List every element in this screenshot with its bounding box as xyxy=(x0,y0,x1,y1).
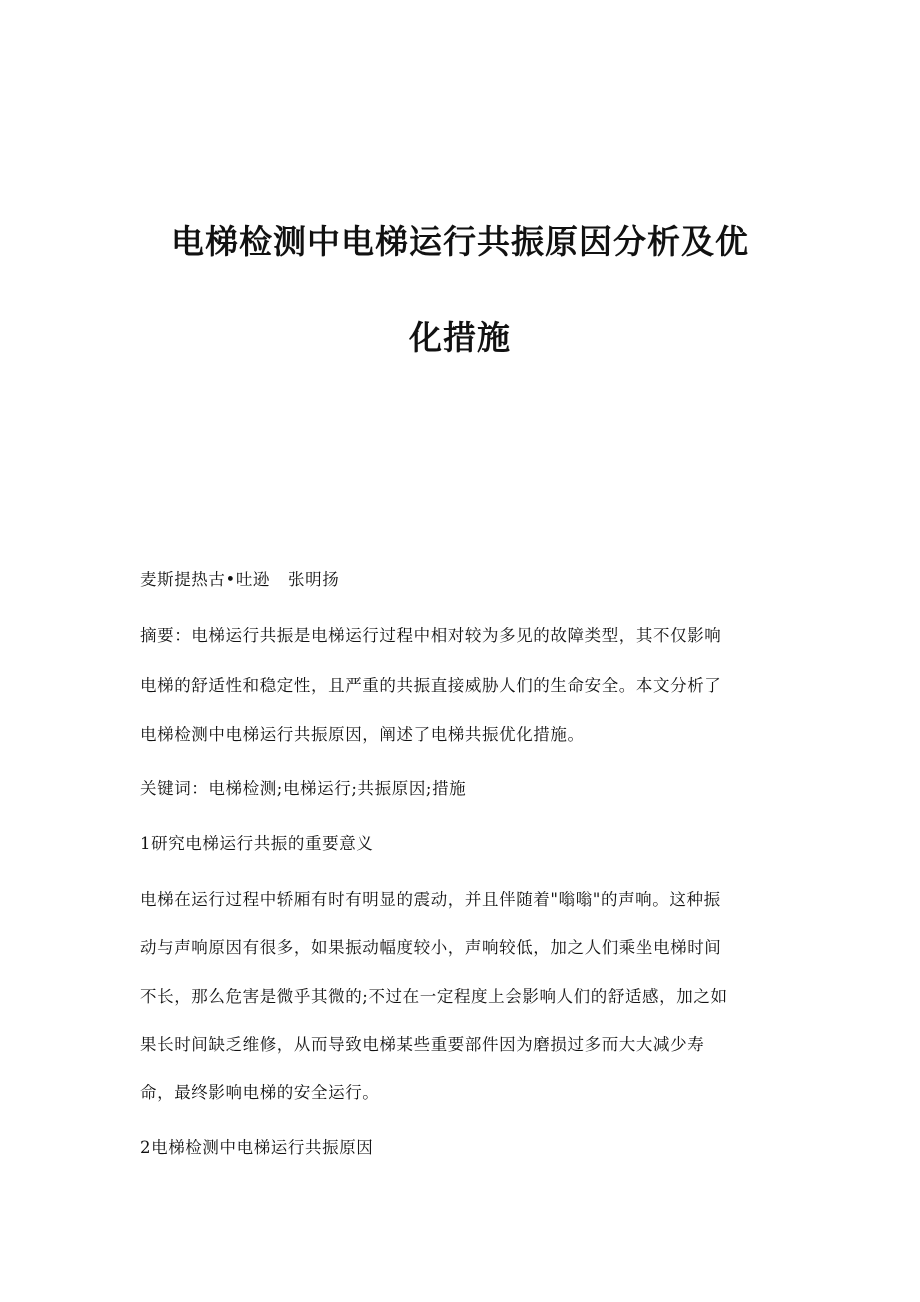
author-1: 麦斯提热古•吐逊 xyxy=(140,570,271,589)
abstract-line-3: 电梯检测中电梯运行共振原因，阐述了电梯共振优化措施。 xyxy=(140,725,585,744)
section-1-paragraph-line: 命，最终影响电梯的安全运行。 xyxy=(140,1083,380,1102)
section-2-heading: 2电梯检测中电梯运行共振原因 xyxy=(140,1138,374,1157)
abstract-line-1: 摘要：电梯运行共振是电梯运行过程中相对较为多见的故障类型，其不仅影响 xyxy=(140,626,722,645)
section-1-paragraph-line: 电梯在运行过程中轿厢有时有明显的震动，并且伴随着"嗡嗡"的声响。这种振 xyxy=(140,890,721,909)
document-title-line-1: 电梯检测中电梯运行共振原因分析及优 xyxy=(171,222,749,261)
section-1-paragraph-line: 果长时间缺乏维修，从而导致电梯某些重要部件因为磨损过多而大大减少寿 xyxy=(140,1035,705,1054)
section-1-paragraph-line: 不长，那么危害是微乎其微的;不过在一定程度上会影响人们的舒适感，加之如 xyxy=(140,987,728,1006)
abstract-line-2: 电梯的舒适性和稳定性，且严重的共振直接威胁人们的生命安全。本文分析了 xyxy=(140,676,722,695)
section-1-paragraph-line: 动与声响原因有很多，如果振动幅度较小，声响较低，加之人们乘坐电梯时间 xyxy=(140,938,722,957)
section-1-heading: 1研究电梯运行共振的重要意义 xyxy=(140,834,374,853)
author-line xyxy=(140,567,780,593)
keywords-line: 关键词：电梯检测;电梯运行;共振原因;措施 xyxy=(140,779,467,798)
document-title-line-2: 化措施 xyxy=(409,318,511,357)
author-2: 张明扬 xyxy=(288,570,340,589)
